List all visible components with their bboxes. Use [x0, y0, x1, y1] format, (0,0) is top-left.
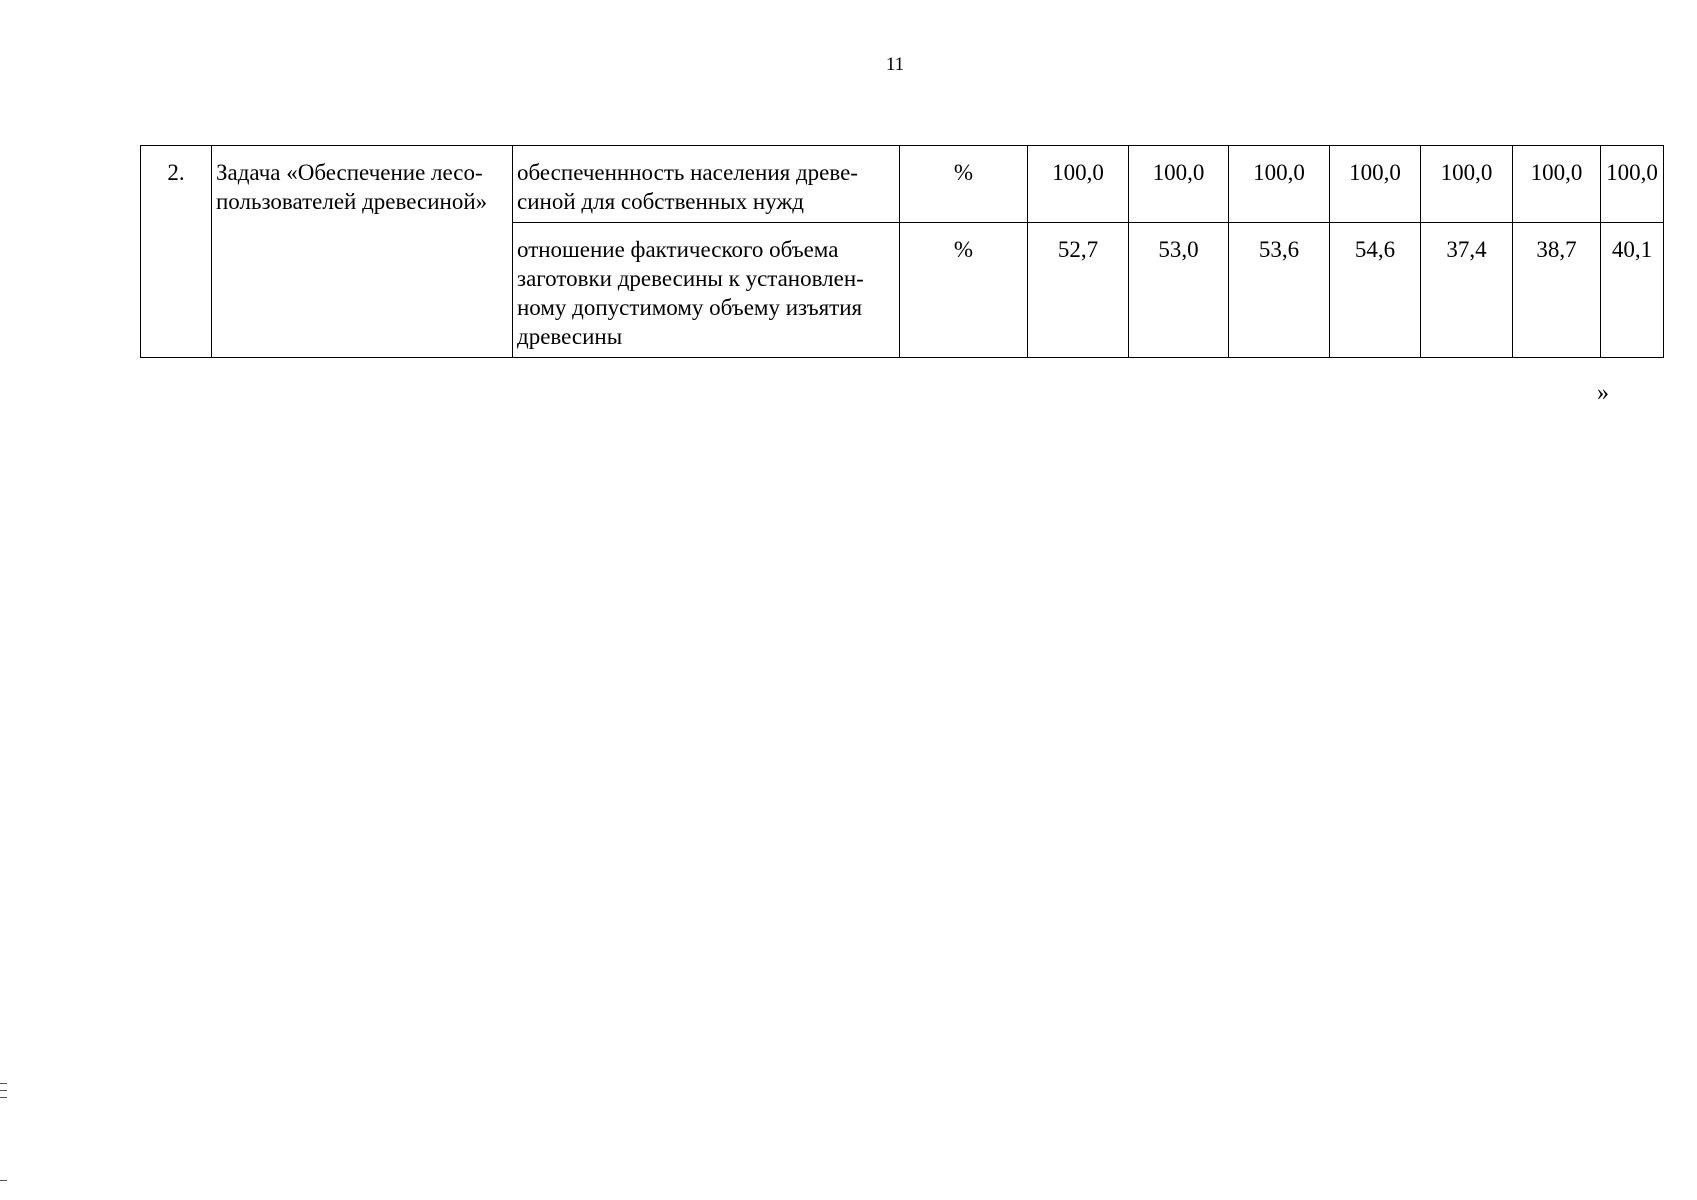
scan-margin-mark — [0, 1180, 7, 1181]
indicator-name: отношение фактического объема заготовки древесины к установлен-ному допустимому объему изъятия древесины — [513, 223, 900, 358]
table-row — [141, 146, 1664, 223]
indicator-value: 40,1 — [1601, 223, 1664, 358]
indicator-value: 100,0 — [1421, 146, 1513, 223]
indicator-value: 52,7 — [1028, 223, 1129, 358]
scan-margin-mark — [0, 1097, 7, 1098]
page-number: 11 — [885, 54, 905, 75]
scan-margin-mark — [0, 1083, 7, 1084]
indicator-value: 100,0 — [1229, 146, 1330, 223]
closing-quote: » — [1597, 380, 1609, 406]
indicator-value: 100,0 — [1601, 146, 1664, 223]
indicator-value: 37,4 — [1421, 223, 1513, 358]
indicator-value: 100,0 — [1513, 146, 1601, 223]
indicator-unit: % — [900, 146, 1028, 223]
indicators-table — [140, 145, 1664, 358]
row-number: 2. — [141, 146, 212, 358]
indicator-value: 100,0 — [1129, 146, 1229, 223]
indicator-name: обеспеченнность населения древе-синой для собственных нужд — [513, 146, 900, 223]
indicator-value: 100,0 — [1028, 146, 1129, 223]
indicator-value: 54,6 — [1330, 223, 1421, 358]
indicator-value: 100,0 — [1330, 146, 1421, 223]
indicator-value: 53,6 — [1229, 223, 1330, 358]
indicator-value: 38,7 — [1513, 223, 1601, 358]
scan-margin-mark — [0, 1090, 7, 1091]
indicator-value: 53,0 — [1129, 223, 1229, 358]
indicator-unit: % — [900, 223, 1028, 358]
task-name: Задача «Обеспечение лесо-пользователей древесиной» — [212, 146, 513, 358]
